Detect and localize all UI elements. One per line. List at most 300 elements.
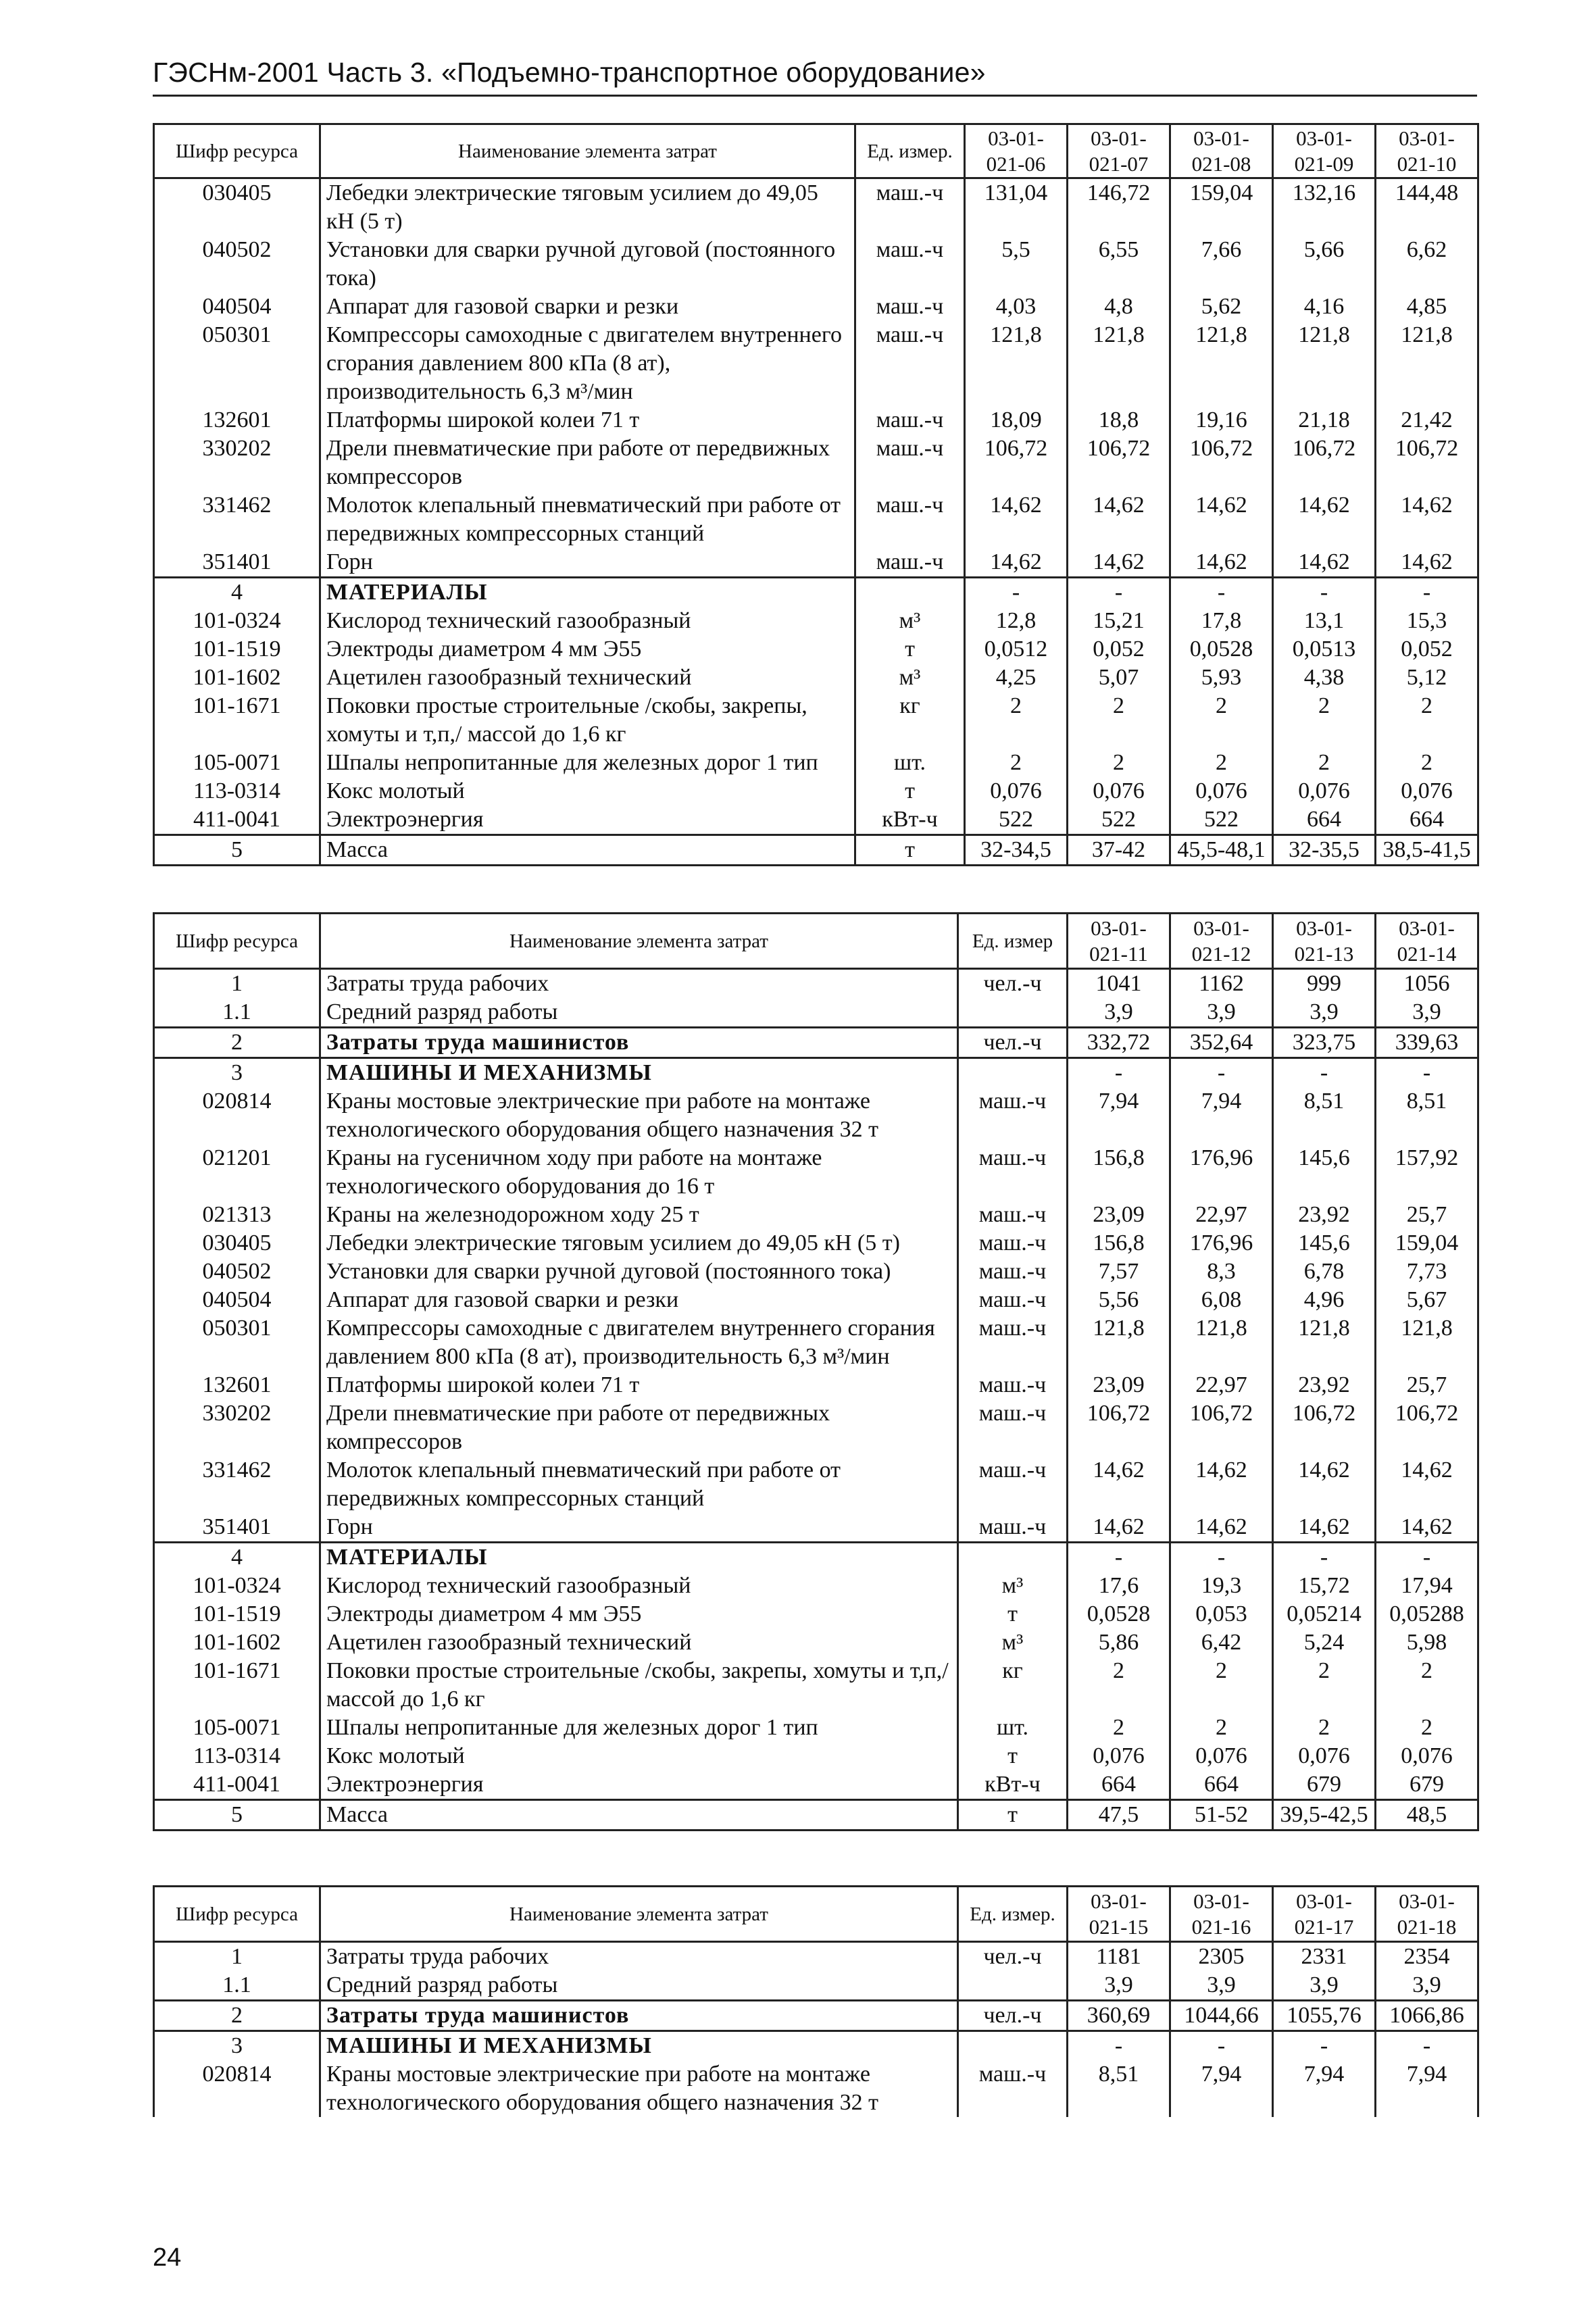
resource-code: 4 <box>154 578 320 607</box>
norm-value: - <box>1376 2031 1478 2061</box>
cost-element-name: Горн <box>320 1513 958 1543</box>
norm-value: - <box>1273 1058 1376 1088</box>
unit-of-measure: кг <box>958 1657 1068 1714</box>
cost-element-name: Кислород технический газообразный <box>320 1572 958 1600</box>
table-row <box>154 406 1478 434</box>
norm-value: - <box>1170 1058 1273 1088</box>
cost-element-name: Платформы широкой колеи 71 т <box>320 1371 958 1399</box>
norm-value: 339,63 <box>1376 1028 1478 1058</box>
norm-value: 3,9 <box>1273 1971 1376 2001</box>
unit-of-measure: маш.-ч <box>958 1087 1068 1144</box>
table-row <box>154 236 1478 293</box>
resource-code: 132601 <box>154 406 320 434</box>
norm-value: 360,69 <box>1068 2001 1170 2031</box>
norm-value: 37-42 <box>1068 835 1170 866</box>
norm-value: 5,24 <box>1273 1628 1376 1657</box>
norm-value: - <box>1273 2031 1376 2061</box>
norm-value: 19,16 <box>1170 406 1273 434</box>
norm-value: 23,92 <box>1273 1371 1376 1399</box>
norm-value: 47,5 <box>1068 1800 1170 1831</box>
unit-of-measure: чел.-ч <box>958 2001 1068 2031</box>
table-row <box>154 1714 1478 1742</box>
norm-value: 17,8 <box>1170 607 1273 635</box>
norm-value: 1162 <box>1170 969 1273 999</box>
norm-value: - <box>1068 1543 1170 1572</box>
norm-value: 39,5-42,5 <box>1273 1800 1376 1831</box>
norm-value: 146,72 <box>1068 178 1170 237</box>
norm-value: 144,48 <box>1376 178 1478 237</box>
cost-element-name: МАШИНЫ И МЕХАНИЗМЫ <box>320 2031 958 2061</box>
norm-value: 121,8 <box>1376 321 1478 406</box>
header-rule <box>153 95 1477 97</box>
resource-code: 050301 <box>154 321 320 406</box>
norm-value: 145,6 <box>1273 1144 1376 1201</box>
unit-of-measure: маш.-ч <box>958 1201 1068 1229</box>
norm-value: 106,72 <box>965 434 1068 491</box>
resource-code: 101-1602 <box>154 1628 320 1657</box>
header-norm-code: 03-01-021-18 <box>1376 1887 1478 1942</box>
norm-value: 522 <box>1068 805 1170 835</box>
norm-value: 121,8 <box>1068 321 1170 406</box>
table-row <box>154 1770 1478 1800</box>
running-head: ГЭСНм-2001 Часть 3. «Подъемно-транспортное оборудование» <box>153 57 986 88</box>
norm-value: 2 <box>1376 1714 1478 1742</box>
unit-of-measure <box>958 1971 1068 2001</box>
norm-value: 5,93 <box>1170 664 1273 692</box>
cost-element-name: Электроэнергия <box>320 805 855 835</box>
norm-value: 2 <box>1068 692 1170 749</box>
header-norm-code: 03-01-021-09 <box>1273 124 1376 178</box>
norm-value: 0,05288 <box>1376 1600 1478 1628</box>
table-row <box>154 1144 1478 1201</box>
norm-value: 21,42 <box>1376 406 1478 434</box>
resource-code: 101-1519 <box>154 635 320 664</box>
unit-of-measure: маш.-ч <box>958 1399 1068 1456</box>
resource-code: 020814 <box>154 1087 320 1144</box>
norm-value: 4,85 <box>1376 293 1478 321</box>
resource-code: 5 <box>154 1800 320 1831</box>
cost-element-name: Краны мостовые электрические при работе на монтаже технологического оборудования общего назначения 32 т <box>320 1087 958 1144</box>
norm-value: 4,38 <box>1273 664 1376 692</box>
unit-of-measure: маш.-ч <box>958 1144 1068 1201</box>
norm-value: 6,55 <box>1068 236 1170 293</box>
table-row <box>154 2060 1478 2117</box>
table-row <box>154 969 1478 999</box>
norm-value: 25,7 <box>1376 1371 1478 1399</box>
norm-value: 0,052 <box>1068 635 1170 664</box>
norm-value: 159,04 <box>1170 178 1273 237</box>
unit-of-measure: шт. <box>855 749 965 777</box>
cost-element-name: Краны на гусеничном ходу при работе на монтаже технологического оборудования до 16 т <box>320 1144 958 1201</box>
unit-of-measure: т <box>855 635 965 664</box>
norm-value: 121,8 <box>1376 1314 1478 1371</box>
header-unit: Ед. измер. <box>958 1887 1068 1942</box>
resource-code: 101-1671 <box>154 692 320 749</box>
norm-value: 7,94 <box>1376 2060 1478 2117</box>
cost-element-name: Затраты труда рабочих <box>320 969 958 999</box>
norm-value: 14,62 <box>1170 1513 1273 1543</box>
norm-value: 323,75 <box>1273 1028 1376 1058</box>
unit-of-measure: маш.-ч <box>958 1314 1068 1371</box>
norm-value: 2 <box>1170 1714 1273 1742</box>
norm-value: 2 <box>1068 749 1170 777</box>
norm-value: 2305 <box>1170 1942 1273 1972</box>
cost-element-name: Платформы широкой колеи 71 т <box>320 406 855 434</box>
resource-code: 101-1671 <box>154 1657 320 1714</box>
norm-value: 352,64 <box>1170 1028 1273 1058</box>
resource-code: 1 <box>154 969 320 999</box>
norm-value: 17,6 <box>1068 1572 1170 1600</box>
norm-value: 4,16 <box>1273 293 1376 321</box>
cost-element-name: Горн <box>320 548 855 578</box>
norm-value: 14,62 <box>1068 1456 1170 1513</box>
norm-value: 2 <box>1273 1657 1376 1714</box>
header-row <box>154 124 1478 178</box>
cost-element-name: Лебедки электрические тяговым усилием до 49,05 кН (5 т) <box>320 178 855 237</box>
unit-of-measure: маш.-ч <box>855 548 965 578</box>
resource-code: 113-0314 <box>154 1742 320 1770</box>
resource-code: 030405 <box>154 1229 320 1258</box>
norm-value: 4,25 <box>965 664 1068 692</box>
table-row <box>154 434 1478 491</box>
cost-element-name: Электроды диаметром 4 мм Э55 <box>320 1600 958 1628</box>
norm-value: 1044,66 <box>1170 2001 1273 2031</box>
norm-value: 2 <box>1376 692 1478 749</box>
norm-value: 145,6 <box>1273 1229 1376 1258</box>
norm-value: 0,076 <box>1170 777 1273 805</box>
norm-value: 5,12 <box>1376 664 1478 692</box>
norm-value: 664 <box>1273 805 1376 835</box>
header-code: Шифр ресурса <box>154 124 320 178</box>
unit-of-measure: маш.-ч <box>958 1371 1068 1399</box>
norm-value: 6,42 <box>1170 1628 1273 1657</box>
table-row <box>154 1971 1478 2001</box>
norm-value: 0,0528 <box>1068 1600 1170 1628</box>
norms-table-3 <box>153 1885 1479 2117</box>
resource-code: 040504 <box>154 1286 320 1314</box>
norm-value: 2354 <box>1376 1942 1478 1972</box>
cost-element-name: Краны мостовые электрические при работе на монтаже технологического оборудования общего назначения 32 т <box>320 2060 958 2117</box>
norm-value: 13,1 <box>1273 607 1376 635</box>
unit-of-measure: кг <box>855 692 965 749</box>
norm-value: 5,66 <box>1273 236 1376 293</box>
resource-code: 040504 <box>154 293 320 321</box>
norm-value: 0,0512 <box>965 635 1068 664</box>
norm-value: 8,51 <box>1068 2060 1170 2117</box>
unit-of-measure <box>855 578 965 607</box>
norm-value: 2 <box>1273 1714 1376 1742</box>
page-number: 24 <box>153 2243 182 2272</box>
resource-code: 021201 <box>154 1144 320 1201</box>
table-row <box>154 1456 1478 1513</box>
unit-of-measure: м³ <box>855 664 965 692</box>
norm-value: 679 <box>1273 1770 1376 1800</box>
norm-value: 664 <box>1376 805 1478 835</box>
norm-value: 106,72 <box>1273 1399 1376 1456</box>
resource-code: 050301 <box>154 1314 320 1371</box>
norm-value: 106,72 <box>1170 1399 1273 1456</box>
norm-value: 157,92 <box>1376 1144 1478 1201</box>
norm-value: 2 <box>965 692 1068 749</box>
header-norm-code: 03-01-021-13 <box>1273 914 1376 969</box>
resource-code: 330202 <box>154 1399 320 1456</box>
table-row <box>154 1314 1478 1371</box>
cost-element-name: Затраты труда машинистов <box>320 1028 958 1058</box>
norm-value: 15,3 <box>1376 607 1478 635</box>
cost-element-name: Дрели пневматические при работе от передвижных компрессоров <box>320 434 855 491</box>
norm-value: 121,8 <box>1170 321 1273 406</box>
resource-code: 3 <box>154 1058 320 1088</box>
header-unit: Ед. измер <box>958 914 1068 969</box>
cost-element-name: Средний разряд работы <box>320 998 958 1028</box>
unit-of-measure: маш.-ч <box>958 1258 1068 1286</box>
norm-value: 3,9 <box>1376 1971 1478 2001</box>
resource-code: 132601 <box>154 1371 320 1399</box>
norm-value: 522 <box>1170 805 1273 835</box>
norm-value: 0,076 <box>1068 1742 1170 1770</box>
cost-element-name: Аппарат для газовой сварки и резки <box>320 1286 958 1314</box>
norm-value: 6,62 <box>1376 236 1478 293</box>
norm-value: 15,72 <box>1273 1572 1376 1600</box>
norm-value: 22,97 <box>1170 1201 1273 1229</box>
norm-value: 0,05214 <box>1273 1600 1376 1628</box>
unit-of-measure: маш.-ч <box>958 2060 1068 2117</box>
norm-value: 2 <box>1170 1657 1273 1714</box>
norm-value: 7,94 <box>1170 1087 1273 1144</box>
unit-of-measure: т <box>958 1742 1068 1770</box>
header-name: Наименование элемента затрат <box>320 914 958 969</box>
norm-value: 32-35,5 <box>1273 835 1376 866</box>
norm-value: 5,07 <box>1068 664 1170 692</box>
resource-code: 331462 <box>154 1456 320 1513</box>
table-row <box>154 1942 1478 1972</box>
norm-value: 7,66 <box>1170 236 1273 293</box>
cost-element-name: Молоток клепальный пневматический при работе от передвижных компрессорных станций <box>320 491 855 548</box>
norm-value: 2 <box>1068 1714 1170 1742</box>
norm-value: 32-34,5 <box>965 835 1068 866</box>
norms-table-2 <box>153 912 1479 1831</box>
norm-value: - <box>1170 578 1273 607</box>
resource-code: 101-0324 <box>154 607 320 635</box>
header-norm-code: 03-01-021-08 <box>1170 124 1273 178</box>
norm-value: 0,053 <box>1170 1600 1273 1628</box>
cost-element-name: Установки для сварки ручной дуговой (постоянного тока) <box>320 1258 958 1286</box>
norm-value: 14,62 <box>1376 491 1478 548</box>
norm-value: 14,62 <box>1273 1456 1376 1513</box>
table-row <box>154 692 1478 749</box>
unit-of-measure: маш.-ч <box>958 1229 1068 1258</box>
norm-value: 2 <box>965 749 1068 777</box>
header-norm-code: 03-01-021-07 <box>1068 124 1170 178</box>
unit-of-measure: м³ <box>958 1572 1068 1600</box>
norm-value: 18,8 <box>1068 406 1170 434</box>
norm-value: 17,94 <box>1376 1572 1478 1600</box>
resource-code: 1.1 <box>154 998 320 1028</box>
norm-value: 121,8 <box>965 321 1068 406</box>
header-norm-code: 03-01-021-10 <box>1376 124 1478 178</box>
norm-value: 14,62 <box>965 548 1068 578</box>
cost-element-name: Компрессоры самоходные с двигателем внутреннего сгорания давлением 800 кПа (8 ат), производительность 6,3 м³/мин <box>320 321 855 406</box>
norm-value: 8,51 <box>1376 1087 1478 1144</box>
norm-value: 14,62 <box>1376 1513 1478 1543</box>
norm-value: 0,052 <box>1376 635 1478 664</box>
norm-value: 48,5 <box>1376 1800 1478 1831</box>
cost-element-name: Кокс молотый <box>320 777 855 805</box>
norm-value: 106,72 <box>1376 1399 1478 1456</box>
resource-code: 101-0324 <box>154 1572 320 1600</box>
norm-value: 7,94 <box>1170 2060 1273 2117</box>
unit-of-measure: т <box>958 1600 1068 1628</box>
header-norm-code: 03-01-021-06 <box>965 124 1068 178</box>
norm-value: 664 <box>1170 1770 1273 1800</box>
resource-code: 101-1602 <box>154 664 320 692</box>
norm-value: - <box>965 578 1068 607</box>
norm-value: 1066,86 <box>1376 2001 1478 2031</box>
table-row <box>154 835 1478 866</box>
resource-code: 2 <box>154 1028 320 1058</box>
norm-value: 1041 <box>1068 969 1170 999</box>
unit-of-measure: маш.-ч <box>855 321 965 406</box>
norm-value: 14,62 <box>1170 548 1273 578</box>
unit-of-measure: м³ <box>855 607 965 635</box>
cost-element-name: МАТЕРИАЛЫ <box>320 1543 958 1572</box>
norm-value: - <box>1376 1543 1478 1572</box>
norm-value: 5,62 <box>1170 293 1273 321</box>
resource-code: 1 <box>154 1942 320 1972</box>
norm-value: 5,98 <box>1376 1628 1478 1657</box>
cost-element-name: Масса <box>320 835 855 866</box>
unit-of-measure: чел.-ч <box>958 1028 1068 1058</box>
norm-value: 6,08 <box>1170 1286 1273 1314</box>
table-row <box>154 1742 1478 1770</box>
resource-code: 113-0314 <box>154 777 320 805</box>
norm-value: 0,0513 <box>1273 635 1376 664</box>
norm-value: 22,97 <box>1170 1371 1273 1399</box>
header-norm-code: 03-01-021-11 <box>1068 914 1170 969</box>
norm-value: 45,5-48,1 <box>1170 835 1273 866</box>
cost-element-name: МАШИНЫ И МЕХАНИЗМЫ <box>320 1058 958 1088</box>
cost-element-name: Затраты труда машинистов <box>320 2001 958 2031</box>
resource-code: 040502 <box>154 1258 320 1286</box>
norm-value: 4,96 <box>1273 1286 1376 1314</box>
table-row <box>154 178 1478 237</box>
unit-of-measure <box>958 1543 1068 1572</box>
table-row <box>154 548 1478 578</box>
unit-of-measure: маш.-ч <box>855 293 965 321</box>
norm-value: 3,9 <box>1273 998 1376 1028</box>
header-unit: Ед. измер. <box>855 124 965 178</box>
table-row <box>154 1572 1478 1600</box>
table-row <box>154 635 1478 664</box>
unit-of-measure: кВт-ч <box>855 805 965 835</box>
norm-value: 3,9 <box>1170 1971 1273 2001</box>
resource-code: 030405 <box>154 178 320 237</box>
norm-value: 156,8 <box>1068 1144 1170 1201</box>
norm-value: 679 <box>1376 1770 1478 1800</box>
cost-element-name: Аппарат для газовой сварки и резки <box>320 293 855 321</box>
norm-value: 0,076 <box>1273 777 1376 805</box>
table-row <box>154 1229 1478 1258</box>
norm-value: 14,62 <box>1273 1513 1376 1543</box>
norm-value: 19,3 <box>1170 1572 1273 1600</box>
norm-value: 6,78 <box>1273 1258 1376 1286</box>
norm-value: 7,73 <box>1376 1258 1478 1286</box>
norm-value: 2 <box>1273 692 1376 749</box>
resource-code: 105-0071 <box>154 1714 320 1742</box>
table-row <box>154 777 1478 805</box>
cost-element-name: Установки для сварки ручной дуговой (постоянного тока) <box>320 236 855 293</box>
norm-value: 121,8 <box>1273 1314 1376 1371</box>
norm-value: 0,076 <box>965 777 1068 805</box>
header-norm-code: 03-01-021-15 <box>1068 1887 1170 1942</box>
resource-code: 411-0041 <box>154 805 320 835</box>
cost-element-name: МАТЕРИАЛЫ <box>320 578 855 607</box>
norm-value: 0,076 <box>1273 1742 1376 1770</box>
table-row <box>154 321 1478 406</box>
cost-element-name: Масса <box>320 1800 958 1831</box>
unit-of-measure: маш.-ч <box>958 1513 1068 1543</box>
norm-value: 38,5-41,5 <box>1376 835 1478 866</box>
norm-value: 14,62 <box>1068 548 1170 578</box>
norm-value: 1055,76 <box>1273 2001 1376 2031</box>
norm-value: 1056 <box>1376 969 1478 999</box>
resource-code: 101-1519 <box>154 1600 320 1628</box>
norm-value: 159,04 <box>1376 1229 1478 1258</box>
table-row <box>154 1657 1478 1714</box>
norm-value: 106,72 <box>1170 434 1273 491</box>
cost-element-name: Электроды диаметром 4 мм Э55 <box>320 635 855 664</box>
norm-value: 5,86 <box>1068 1628 1170 1657</box>
unit-of-measure: т <box>855 835 965 866</box>
unit-of-measure: шт. <box>958 1714 1068 1742</box>
norm-value: 5,5 <box>965 236 1068 293</box>
cost-element-name: Поковки простые строительные /скобы, закрепы, хомуты и т,п,/ массой до 1,6 кг <box>320 1657 958 1714</box>
norm-value: 14,62 <box>1273 491 1376 548</box>
norm-value: 2 <box>1376 749 1478 777</box>
norm-value: 2331 <box>1273 1942 1376 1972</box>
norm-value: 21,18 <box>1273 406 1376 434</box>
norm-value: - <box>1273 1543 1376 1572</box>
table-row <box>154 293 1478 321</box>
norm-value: 14,62 <box>1273 548 1376 578</box>
norm-value: - <box>1170 2031 1273 2061</box>
norm-value: - <box>1376 1058 1478 1088</box>
table-row <box>154 607 1478 635</box>
norm-value: 1181 <box>1068 1942 1170 1972</box>
unit-of-measure <box>958 1058 1068 1088</box>
resource-code: 4 <box>154 1543 320 1572</box>
norm-value: 176,96 <box>1170 1144 1273 1201</box>
unit-of-measure <box>958 998 1068 1028</box>
norm-value: 332,72 <box>1068 1028 1170 1058</box>
resource-code: 5 <box>154 835 320 866</box>
cost-element-name: Шпалы непропитанные для железных дорог 1 тип <box>320 1714 958 1742</box>
unit-of-measure: маш.-ч <box>855 236 965 293</box>
section-row <box>154 1058 1478 1088</box>
norm-value: 3,9 <box>1376 998 1478 1028</box>
cost-element-name: Кислород технический газообразный <box>320 607 855 635</box>
norm-value: 0,076 <box>1376 1742 1478 1770</box>
norm-value: 664 <box>1068 1770 1170 1800</box>
header-norm-code: 03-01-021-17 <box>1273 1887 1376 1942</box>
cost-element-name: Ацетилен газообразный технический <box>320 1628 958 1657</box>
cost-element-name: Краны на железнодорожном ходу 25 т <box>320 1201 958 1229</box>
header-name: Наименование элемента затрат <box>320 124 855 178</box>
norm-value: 156,8 <box>1068 1229 1170 1258</box>
unit-of-measure: маш.-ч <box>855 491 965 548</box>
table-row <box>154 805 1478 835</box>
norms-table-1 <box>153 123 1479 866</box>
